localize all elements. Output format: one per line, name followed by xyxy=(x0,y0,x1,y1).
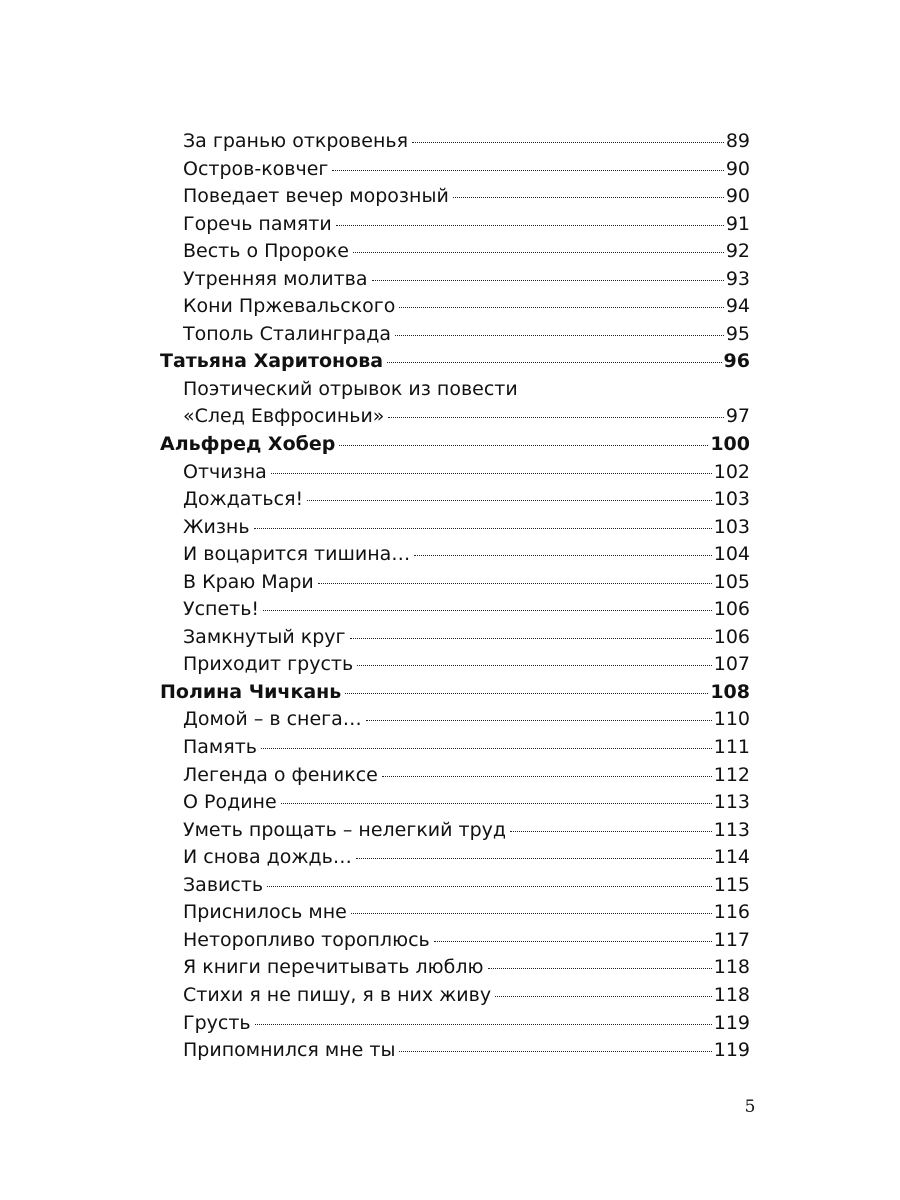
dot-leader xyxy=(271,473,712,474)
toc-entry-page: 90 xyxy=(725,157,750,180)
toc-entry-title: Зависть xyxy=(183,873,264,896)
toc-entry-title: О Родине xyxy=(183,791,277,814)
toc-entry-page: 103 xyxy=(713,515,750,538)
toc-entry-title: Поэтический отрывок из повести xyxy=(183,377,518,400)
dot-leader xyxy=(307,500,712,501)
toc-entry[interactable] xyxy=(160,1037,750,1065)
toc-entry-title: За гранью откровенья xyxy=(183,130,408,152)
toc-entry-page: 113 xyxy=(713,818,750,841)
dot-leader xyxy=(399,307,723,308)
dot-leader xyxy=(353,252,724,253)
toc-entry[interactable] xyxy=(160,514,750,542)
toc-entry[interactable] xyxy=(160,1010,750,1038)
toc-entry[interactable] xyxy=(160,128,750,156)
toc-entry-page: 106 xyxy=(713,625,750,648)
table-of-contents xyxy=(160,128,750,1065)
toc-entry-title: Утренняя молитва xyxy=(183,267,368,290)
toc-entry-page: 116 xyxy=(713,901,750,924)
toc-entry-page: 117 xyxy=(713,928,750,951)
toc-entry-title: Тополь Сталинграда xyxy=(183,322,392,345)
toc-entry-title: Припомнился мне ты xyxy=(183,1039,396,1062)
toc-entry[interactable] xyxy=(160,734,750,762)
toc-author-name: Альфред Хобер xyxy=(160,433,336,456)
toc-entry-page: 107 xyxy=(713,653,750,676)
dot-leader xyxy=(488,968,712,969)
dot-leader xyxy=(495,996,712,997)
dot-leader xyxy=(395,335,724,336)
toc-entry-title: Стихи я не пишу, я в них живу xyxy=(183,983,492,1006)
dot-leader xyxy=(339,445,708,446)
toc-entry-page: 113 xyxy=(713,791,750,814)
toc-entry-page: 97 xyxy=(725,405,750,428)
toc-entry[interactable] xyxy=(160,569,750,597)
dot-leader xyxy=(366,720,712,721)
toc-entry[interactable] xyxy=(160,266,750,294)
toc-entry-title: Домой – в снега… xyxy=(183,708,362,731)
toc-entry-title: Уметь прощать – нелегкий труд xyxy=(183,818,507,841)
toc-entry-title: Остров-ковчег xyxy=(183,157,329,180)
toc-author-entry[interactable] xyxy=(160,348,750,376)
toc-entry-page: 114 xyxy=(713,846,750,869)
dot-leader xyxy=(356,858,712,859)
toc-entry-page: 115 xyxy=(713,873,750,896)
toc-entry[interactable] xyxy=(160,706,750,734)
toc-author-page: 100 xyxy=(710,433,750,456)
toc-entry-title: Приходит грусть xyxy=(183,653,354,676)
dot-leader xyxy=(414,555,711,556)
toc-entry-page: 104 xyxy=(713,543,750,566)
dot-leader xyxy=(345,693,708,694)
toc-entry[interactable] xyxy=(160,844,750,872)
toc-entry-title: «След Евфросиньи» xyxy=(183,405,385,428)
toc-entry-page: 111 xyxy=(713,736,750,759)
toc-entry-page: 110 xyxy=(713,708,750,731)
toc-author-entry[interactable] xyxy=(160,431,750,459)
toc-entry[interactable] xyxy=(160,403,750,431)
dot-leader xyxy=(351,913,712,914)
toc-entry-page: 91 xyxy=(725,212,750,235)
dot-leader xyxy=(281,803,712,804)
toc-author-name: Татьяна Харитонова xyxy=(160,350,384,373)
toc-entry[interactable] xyxy=(160,459,750,487)
toc-entry-title: Легенда о фениксе xyxy=(183,763,378,786)
page-number: 5 xyxy=(744,1097,756,1117)
dot-leader xyxy=(412,142,724,143)
toc-entry-title: Приснилось мне xyxy=(183,901,347,924)
toc-entry[interactable] xyxy=(160,293,750,321)
toc-entry[interactable] xyxy=(160,211,750,239)
toc-entry[interactable] xyxy=(160,651,750,679)
toc-entry-page: 119 xyxy=(713,1039,750,1062)
toc-entry-title: Замкнутый круг xyxy=(183,625,346,648)
dot-leader xyxy=(350,638,712,639)
toc-entry[interactable] xyxy=(160,321,750,349)
dot-leader xyxy=(453,197,724,198)
dot-leader xyxy=(399,1051,711,1052)
toc-entry[interactable] xyxy=(160,624,750,652)
dot-leader xyxy=(267,886,712,887)
toc-author-page: 96 xyxy=(723,350,750,373)
dot-leader xyxy=(263,610,712,611)
toc-entry[interactable] xyxy=(160,982,750,1010)
toc-entry[interactable] xyxy=(160,789,750,817)
toc-entry-title: Неторопливо тороплюсь xyxy=(183,928,430,951)
toc-entry-page: 106 xyxy=(713,598,750,621)
toc-entry-page: 103 xyxy=(713,488,750,511)
toc-entry[interactable] xyxy=(160,927,750,955)
toc-entry[interactable] xyxy=(160,872,750,900)
dot-leader xyxy=(387,362,722,363)
toc-entry-page: 118 xyxy=(713,983,750,1006)
toc-entry-page: 93 xyxy=(725,267,750,290)
toc-entry-page: 95 xyxy=(725,322,750,345)
dot-leader xyxy=(336,225,724,226)
toc-entry-page: 112 xyxy=(713,763,750,786)
toc-entry-title: Дождаться! xyxy=(183,488,304,511)
toc-entry-title: И снова дождь… xyxy=(183,846,352,869)
dot-leader xyxy=(388,417,723,418)
toc-entry[interactable] xyxy=(160,376,750,404)
toc-entry-title: Горечь памяти xyxy=(183,212,332,235)
dot-leader xyxy=(261,748,712,749)
dot-leader xyxy=(510,831,712,832)
toc-entry-title: Успеть! xyxy=(183,598,260,621)
toc-entry[interactable] xyxy=(160,596,750,624)
toc-entry[interactable] xyxy=(160,817,750,845)
toc-entry-title: И воцарится тишина… xyxy=(183,543,411,566)
toc-entry-title: В Краю Мари xyxy=(183,570,314,593)
toc-entry-page: 119 xyxy=(713,1011,750,1034)
toc-entry-page: 90 xyxy=(725,185,750,208)
dot-leader xyxy=(254,528,712,529)
toc-entry-title: Весть о Пророке xyxy=(183,240,349,263)
dot-leader xyxy=(318,583,712,584)
toc-entry-page: 92 xyxy=(725,240,750,263)
dot-leader xyxy=(372,280,724,281)
toc-entry[interactable] xyxy=(160,899,750,927)
toc-author-page: 108 xyxy=(710,680,750,703)
toc-entry-title: Жизнь xyxy=(183,515,250,538)
dot-leader xyxy=(382,776,712,777)
toc-entry-page: 118 xyxy=(713,956,750,979)
dot-leader xyxy=(434,941,712,942)
toc-entry[interactable] xyxy=(160,238,750,266)
toc-entry[interactable] xyxy=(160,954,750,982)
toc-entry-title: Поведает вечер морозный xyxy=(183,185,449,208)
toc-entry[interactable] xyxy=(160,183,750,211)
toc-entry-page: 102 xyxy=(713,460,750,483)
toc-entry-page: 89 xyxy=(725,130,750,152)
toc-author-entry[interactable] xyxy=(160,679,750,707)
toc-entry[interactable] xyxy=(160,762,750,790)
toc-entry-title: Грусть xyxy=(183,1011,251,1034)
toc-entry-page: 105 xyxy=(713,570,750,593)
toc-entry-page: 94 xyxy=(725,295,750,318)
toc-entry[interactable] xyxy=(160,486,750,514)
toc-entry-title: Отчизна xyxy=(183,460,267,483)
dot-leader xyxy=(255,1024,712,1025)
toc-author-name: Полина Чичкань xyxy=(160,680,342,703)
toc-entry-title: Кони Пржевальского xyxy=(183,295,396,318)
toc-entry-title: Я книги перечитывать люблю xyxy=(183,956,484,979)
dot-leader xyxy=(357,665,712,666)
toc-entry[interactable] xyxy=(160,541,750,569)
dot-leader xyxy=(332,170,723,171)
toc-entry-title: Память xyxy=(183,736,257,759)
toc-entry[interactable] xyxy=(160,156,750,184)
